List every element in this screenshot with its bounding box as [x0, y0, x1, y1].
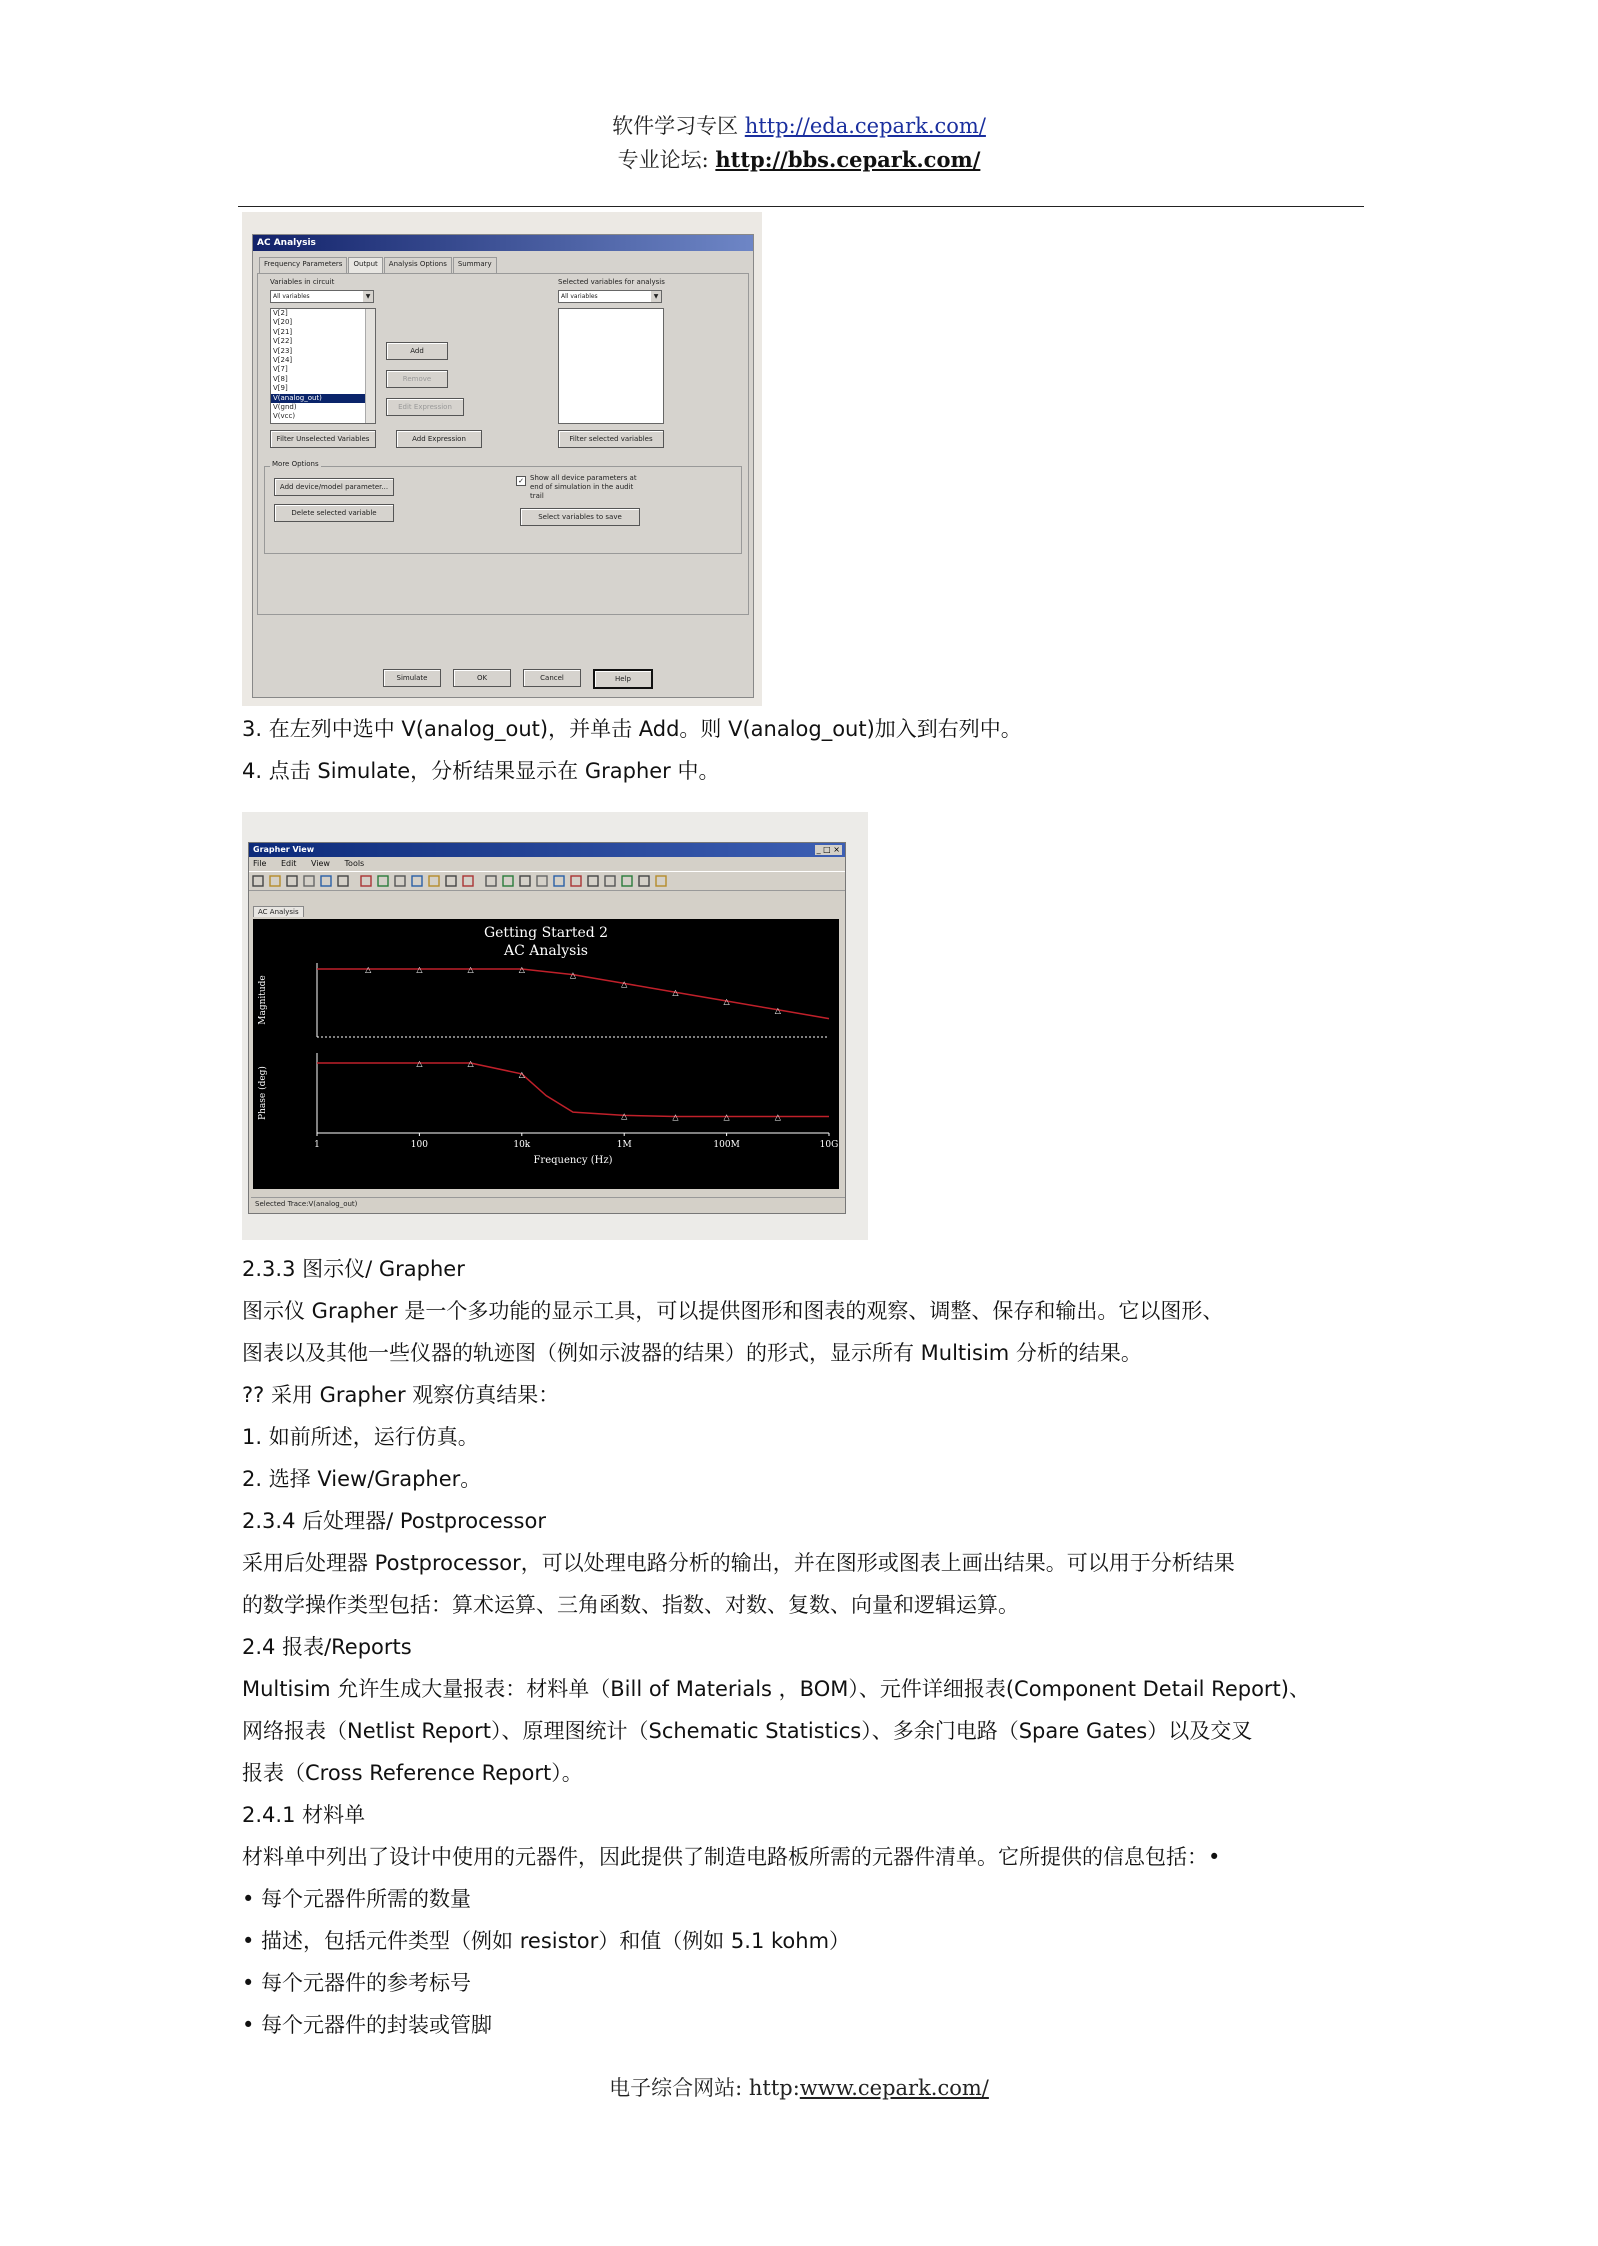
section-2-3-3-para-2: 图表以及其他一些仪器的轨迹图（例如示波器的结果）的形式，显示所有 Multisim 分析的结果。 — [242, 1341, 1142, 1365]
dialog-tabs — [259, 257, 498, 273]
magnitude-marker: △ — [672, 988, 679, 998]
toolbar-button-icon[interactable] — [395, 876, 405, 886]
toolbar-button-icon[interactable] — [520, 876, 530, 886]
variable-list-item[interactable]: V[2] — [273, 309, 288, 317]
phase-marker: △ — [467, 1059, 474, 1068]
toolbar-button-icon[interactable] — [270, 876, 280, 886]
toolbar-button-icon[interactable] — [554, 876, 564, 886]
more-options-label: More Options — [272, 460, 319, 468]
header-label-2: 专业论坛: — [617, 148, 716, 172]
section-2-3-4-para-2: 的数学操作类型包括：算术运算、三角函数、指数、对数、复数、向量和逻辑运算。 — [242, 1593, 1019, 1617]
variable-list-item[interactable]: V[23] — [273, 346, 293, 355]
toolbar-button-icon[interactable] — [537, 876, 547, 886]
variables-filter-left[interactable]: All variables ▼ — [270, 290, 374, 303]
section-2-3-3-item-2: 2. 选择 View/Grapher。 — [242, 1467, 482, 1491]
magnitude-marker: △ — [365, 965, 372, 974]
section-2-3-3-para-1: 图示仪 Grapher 是一个多功能的显示工具，可以提供图形和图表的观察、调整、保存和输出。它以图形、 — [242, 1299, 1224, 1323]
variable-list-item[interactable]: V(analog_out) — [271, 394, 375, 403]
edit-expression-button[interactable]: Edit Expression — [386, 398, 464, 416]
toolbar-button-icon[interactable] — [412, 876, 422, 886]
toolbar-button-icon[interactable] — [429, 876, 439, 886]
x-tick-label: 100M — [713, 1140, 740, 1150]
variables-in-circuit-label: Variables in circuit — [270, 278, 335, 286]
bullet-item-2: • 描述，包括元件类型（例如 resistor）和值（例如 5.1 kohm） — [242, 1929, 851, 1953]
eda-link[interactable]: http://eda.cepark.com/ — [744, 114, 986, 138]
ok-button[interactable]: OK — [453, 669, 511, 687]
phase-trace — [317, 1063, 829, 1117]
phase-marker: △ — [672, 1112, 679, 1122]
grapher-toolbar — [249, 871, 845, 891]
section-2-4-1-para-1: 材料单中列出了设计中使用的元器件，因此提供了制造电路板所需的元器件清单。它所提供的信息包括：• — [242, 1845, 1221, 1869]
header-rule — [238, 206, 1364, 207]
toolbar-button-icon[interactable] — [639, 876, 649, 886]
section-2-3-3-item-1: 1. 如前所述，运行仿真。 — [242, 1425, 479, 1449]
plot-title-line-2: AC Analysis — [504, 943, 588, 959]
ac-analysis-dialog — [252, 234, 754, 698]
toolbar-button-icon[interactable] — [588, 876, 598, 886]
x-tick-label: 100 — [410, 1140, 428, 1150]
delete-selected-variable-button[interactable]: Delete selected variable — [274, 504, 394, 522]
toolbar-button-icon[interactable] — [605, 876, 615, 886]
section-2-3-4-title: 2.3.4 后处理器/ Postprocessor — [242, 1509, 546, 1533]
remove-button[interactable]: Remove — [386, 370, 448, 388]
x-axis-label: Frequency (Hz) — [533, 1155, 613, 1166]
magnitude-marker: △ — [518, 965, 525, 974]
menu-edit[interactable]: Edit — [280, 859, 297, 868]
section-2-4-para-2: 网络报表（Netlist Report）、原理图统计（Schematic Statistics）、多余门电路（Spare Gates）以及交叉 — [242, 1719, 1253, 1743]
grapher-window — [248, 842, 846, 1214]
add-device-parameter-button[interactable]: Add device/model parameter... — [274, 478, 394, 496]
page-header — [0, 110, 1598, 177]
variables-scrollbar[interactable] — [365, 309, 375, 423]
help-button[interactable]: Help — [593, 669, 653, 689]
header-label-1: 软件学习专区 — [612, 114, 745, 138]
toolbar-button-icon[interactable] — [503, 876, 513, 886]
menu-view[interactable]: View — [310, 859, 330, 868]
grapher-menu-bar — [249, 857, 845, 871]
toolbar-button-icon[interactable] — [446, 876, 456, 886]
variable-list-item[interactable]: V[20] — [273, 318, 293, 327]
toolbar-button-icon[interactable] — [361, 876, 371, 886]
magnitude-marker: △ — [723, 997, 730, 1006]
step-4: 4. 点击 Simulate，分析结果显示在 Grapher 中。 — [242, 759, 720, 783]
section-2-4-para-1: Multisim 允许生成大量报表：材料单（Bill of Materials ，BOM）、元件详细报表(Component Detail Report)、 — [242, 1677, 1310, 1701]
variable-list-item[interactable]: V[9] — [273, 384, 288, 393]
bullet-item-3: • 每个元器件的参考标号 — [242, 1971, 472, 1995]
toolbar-button-icon[interactable] — [571, 876, 581, 886]
toolbar-button-icon[interactable] — [463, 876, 473, 886]
footer-link[interactable]: www.cepark.com/ — [799, 2076, 989, 2100]
toolbar-button-icon[interactable] — [338, 876, 348, 886]
header-line-1 — [0, 110, 1598, 143]
phase-marker: △ — [621, 1111, 628, 1121]
bullet-item-1: • 每个元器件所需的数量 — [242, 1887, 472, 1911]
magnitude-marker: △ — [569, 970, 577, 980]
tab-summary[interactable]: Summary — [453, 257, 497, 273]
simulate-button[interactable]: Simulate — [383, 669, 441, 687]
toolbar-button-icon[interactable] — [378, 876, 388, 886]
phase-marker: △ — [518, 1069, 525, 1079]
variable-list-item[interactable]: V[24] — [273, 356, 293, 365]
toolbar-button-icon[interactable] — [253, 876, 263, 886]
grapher-status-bar: Selected Trace:V(analog_out) — [251, 1197, 845, 1211]
toolbar-icons[interactable] — [249, 872, 839, 890]
grapher-plot-svg — [253, 919, 839, 1189]
toolbar-button-icon[interactable] — [622, 876, 632, 886]
add-button[interactable]: Add — [386, 342, 448, 360]
tab-analysis-options[interactable]: Analysis Options — [384, 257, 452, 273]
tab-frequency-parameters[interactable]: Frequency Parameters — [259, 257, 347, 273]
footer-label: 电子综合网站: http: — [609, 2076, 800, 2100]
show-params-checkbox[interactable]: ✓ — [516, 476, 526, 486]
selected-variables-list[interactable] — [558, 308, 664, 424]
magnitude-marker: △ — [467, 965, 474, 974]
magnitude-marker: △ — [774, 1005, 781, 1015]
section-2-4-title: 2.4 报表/Reports — [242, 1635, 412, 1659]
x-tick-label: 10k — [513, 1140, 531, 1150]
tab-output[interactable]: Output — [348, 257, 382, 273]
section-2-3-3-title: 2.3.3 图示仪/ Grapher — [242, 1257, 465, 1281]
x-tick-label: 1M — [616, 1140, 632, 1150]
ac-analysis-screenshot — [242, 212, 762, 706]
menu-file[interactable]: File — [253, 859, 267, 868]
variable-list-item[interactable]: V[8] — [273, 374, 288, 383]
phase-marker: △ — [416, 1059, 423, 1068]
toolbar-button-icon[interactable] — [321, 876, 331, 886]
section-2-3-3-question: ?? 采用 Grapher 观察仿真结果： — [242, 1383, 560, 1407]
variable-list-item[interactable]: V[21] — [273, 327, 293, 336]
variable-list-item[interactable]: V[22] — [273, 337, 293, 346]
variable-list-item[interactable]: V[7] — [273, 365, 288, 374]
variables-filter-right[interactable]: All variables ▼ — [558, 290, 662, 303]
page-footer — [0, 2072, 1598, 2102]
x-tick-label: 1 — [314, 1140, 320, 1150]
plot-title-line-1: Getting Started 2 — [483, 925, 609, 941]
toolbar-button-icon[interactable] — [304, 876, 314, 886]
toolbar-button-icon[interactable] — [287, 876, 297, 886]
step-3: 3. 在左列中选中 V(analog_out)，并单击 Add。则 V(analog_out)加入到右列中。 — [242, 717, 1022, 741]
toolbar-button-icon[interactable] — [486, 876, 496, 886]
section-2-3-4-para-1: 采用后处理器 Postprocessor，可以处理电路分析的输出，并在图形或图表上画出结果。可以用于分析结果 — [242, 1551, 1235, 1575]
grapher-view-screenshot — [242, 812, 868, 1240]
cancel-button[interactable]: Cancel — [523, 669, 581, 687]
header-line-2 — [0, 143, 1598, 177]
bbs-link[interactable]: http://bbs.cepark.com/ — [715, 147, 981, 172]
add-expression-button[interactable]: Add Expression — [396, 430, 482, 448]
grapher-title: Grapher View — [249, 843, 845, 857]
phase-y-label: Phase (deg) — [258, 1066, 268, 1120]
filter-selected-button[interactable]: Filter selected variables — [558, 430, 664, 448]
phase-marker: △ — [723, 1112, 730, 1122]
select-variables-to-save-button[interactable]: Select variables to save — [520, 508, 640, 526]
grapher-plot-area — [253, 919, 839, 1189]
phase-marker: △ — [774, 1112, 781, 1122]
bullet-item-4: • 每个元器件的封装或管脚 — [242, 2013, 493, 2037]
toolbar-button-icon[interactable] — [656, 876, 666, 886]
window-controls[interactable]: _ □ × — [816, 845, 840, 854]
variables-list-items — [271, 309, 375, 422]
variable-list-item[interactable]: V(gnd) — [273, 403, 297, 412]
menu-tools[interactable]: Tools — [344, 859, 365, 868]
variable-list-item[interactable]: V(vcc) — [273, 412, 296, 421]
filter-unselected-button[interactable]: Filter Unselected Variables — [270, 430, 376, 448]
grapher-tab-ac-analysis[interactable]: AC Analysis — [253, 906, 304, 917]
dialog-title: AC Analysis — [253, 235, 753, 251]
magnitude-marker: △ — [416, 965, 423, 974]
show-params-label: Show all device parameters at end of simulation in the audit trail — [530, 474, 637, 500]
section-2-4-1-title: 2.4.1 材料单 — [242, 1803, 366, 1827]
magnitude-y-label: Magnitude — [258, 975, 268, 1025]
section-2-4-para-3: 报表（Cross Reference Report）。 — [242, 1761, 583, 1785]
dialog-body — [257, 273, 749, 615]
x-tick-label: 10G — [819, 1140, 839, 1150]
selected-variables-label: Selected variables for analysis — [558, 278, 665, 286]
variables-list[interactable] — [270, 308, 376, 424]
magnitude-marker: △ — [621, 979, 628, 989]
